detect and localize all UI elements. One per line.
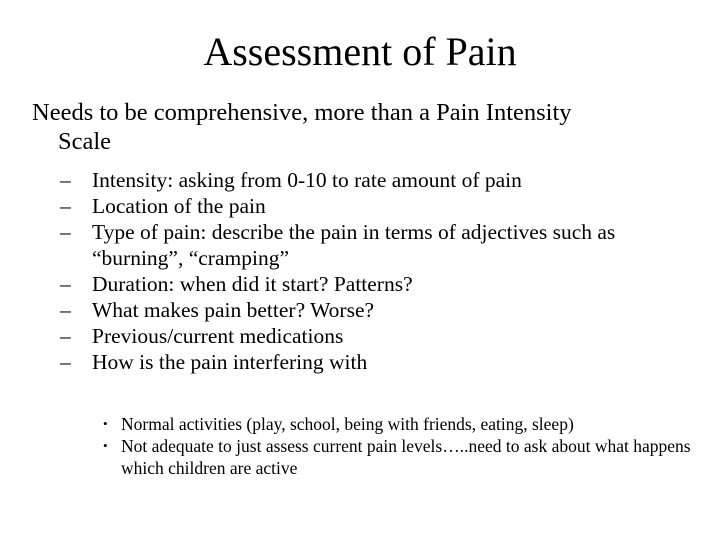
dash-bullet: –: [60, 272, 71, 296]
list-item: [60, 271, 700, 297]
sub-point-text: Intensity: asking from 0-10 to rate amount of pain: [92, 168, 522, 192]
sub-point-list: [60, 167, 700, 375]
main-point-line-2: Scale: [58, 128, 112, 155]
sub-point-text: How is the pain interfering with: [92, 350, 368, 374]
sub-sub-point-text: Normal activities (play, school, being with friends, eating, sleep): [121, 414, 574, 434]
sub-sub-point-list: [103, 413, 703, 479]
list-item: [60, 323, 700, 349]
dash-bullet: –: [60, 324, 71, 348]
sub-point-text: What makes pain better? Worse?: [92, 298, 375, 322]
dot-bullet: •: [103, 416, 108, 431]
list-item: [60, 219, 700, 271]
list-item: [60, 167, 700, 193]
dash-bullet: –: [60, 350, 71, 374]
slide-title: Assessment of Pain: [203, 29, 517, 74]
list-item: [60, 193, 700, 219]
list-item: [103, 435, 703, 479]
list-item: [60, 349, 700, 375]
sub-sub-point-text: Not adequate to just assess current pain levels…..need to ask about what happens which children are active: [121, 436, 691, 478]
dash-bullet: –: [60, 194, 71, 218]
main-point-line-1: Needs to be comprehensive, more than a Pain Intensity: [32, 99, 572, 126]
list-item: [60, 297, 700, 323]
sub-point-text: Previous/current medications: [92, 324, 344, 348]
sub-point-text: Location of the pain: [92, 194, 266, 218]
list-item: [103, 413, 703, 435]
main-point: [32, 98, 692, 156]
dash-bullet: –: [60, 298, 71, 322]
dash-bullet: –: [60, 220, 71, 244]
dash-bullet: –: [60, 168, 71, 192]
sub-point-text: Type of pain: describe the pain in terms of adjectives such as “burning”, “cramping”: [92, 220, 616, 270]
sub-point-text: Duration: when did it start? Patterns?: [92, 272, 413, 296]
dot-bullet: •: [103, 438, 108, 453]
